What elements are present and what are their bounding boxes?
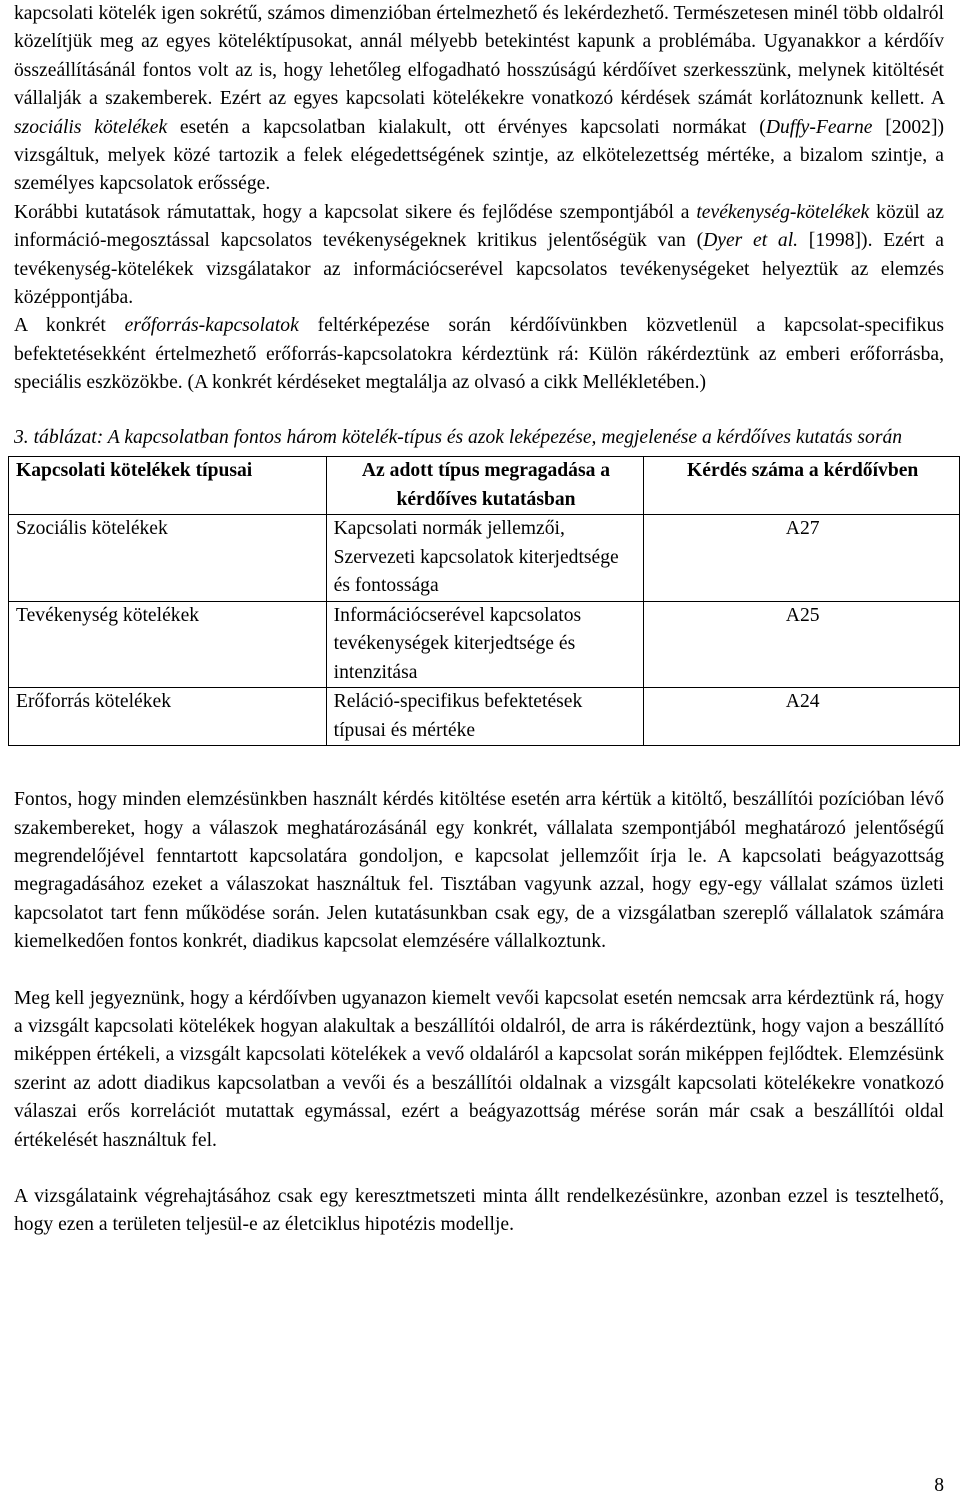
table-row — [9, 688, 960, 746]
cell-question-number: A27 — [644, 515, 960, 602]
cell-tie-type: Erőforrás kötelékek — [9, 688, 327, 746]
paragraph-intro-part-5: [2002]) vizsgáltuk, melyek közé tartozik a felek elégedettségének szintje, az elkötelezettség mértéke, a bizalom szintje, a személyes kapcsolatok erőssége. — [14, 116, 944, 195]
paragraph-respondents: Fontos, hogy minden elemzésünkben használt kérdés kitöltése esetén arra kértük a kitöltő, beszállítói pozícióban lévő szakembereket, hogy a válaszok meghatározásánál egy konkrét, vállalata szempontjából meghatározó jelentőségű megrendelőjével fenntartott kapcsolatára gondoljon, e kapcsolat jellemzőit írja le. A kapcsolati beágyazottság megragadásához ezeket a válaszokat használtuk fel. Tisztában vagyunk azzal, hogy egy-egy vállalat számos üzleti kapcsolatot tart fenn működése során. Jelen kutatásunkban csak egy, de a vizsgálatban szereplő vállalatok számára kiemelkedően fontos konkrét, diadikus kapcsolat elemzésére vállalkoztunk. — [14, 789, 944, 953]
paragraph-activity-ties — [14, 199, 944, 313]
cell-question-number: A24 — [644, 688, 960, 746]
paragraph-intro-part-2: Ugyanakkor a kérdőív összeállításánál fontos volt az is, hogy lehetőleg elfogadható hosszúságú kérdőívet szerkesszünk, melynek kitöltését vállalják a szakemberek. Ezért az egyes kapcsolati kötelékekre vonatkozó kérdések számát korlátoznunk kellett. — [14, 31, 944, 110]
term-activity-ties: tevékenység-kötelékek — [696, 201, 870, 223]
table-header-row — [9, 457, 960, 515]
paragraph-activity-part-2: közül az információ-megosztással kapcsolatos tevékenységeknek kritikus jelentőségük van ( — [14, 201, 944, 252]
cell-tie-type: Szociális kötelékek — [9, 515, 327, 602]
header-question-number: Kérdés száma a kérdőívben — [644, 457, 960, 515]
page-number: 8 — [934, 1475, 944, 1496]
paragraph-sample: A vizsgálataink végrehajtásához csak egy keresztmetszeti minta állt rendelkezésünkre, azonban ezzel is tesztelhető, hogy ezen a területen teljesül-e az életciklus hipotézis modellje. — [14, 1185, 944, 1236]
paragraph-resource-part-1: A konkrét — [14, 315, 125, 337]
paragraph-intro-part-3: A — [930, 88, 944, 110]
table-caption: 3. táblázat: A kapcsolatban fontos három kötelék-típus és azok leképezése, megjelenése a kérdőíves kutatás során — [14, 426, 903, 448]
header-tie-type: Kapcsolati kötelékek típusai — [9, 457, 327, 515]
cell-question-number: A25 — [644, 601, 960, 688]
ties-table — [8, 456, 960, 746]
paragraph-intro-part-4: esetén a kapcsolatban kialakult, ott érvényes kapcsolati normákat ( — [167, 116, 766, 138]
citation-author: Dyer et al. — [703, 230, 799, 252]
table-row — [9, 515, 960, 602]
cell-capture: Információcserével kapcsolatos tevékenységek kiterjedtsége és intenzitása — [326, 601, 644, 688]
paragraph-resource-ties — [14, 312, 944, 397]
cell-capture: Reláció-specifikus befektetések típusai és mértéke — [326, 688, 644, 746]
term-social-ties: szociális kötelékek — [14, 116, 168, 138]
header-capture: Az adott típus megragadása a kérdőíves kutatásban — [326, 457, 644, 515]
paragraph-dyadic: Meg kell jegyeznünk, hogy a kérdőívben ugyanazon kiemelt vevői kapcsolat esetén nemcsak arra kérdeztünk rá, hogy a vizsgált kapcsolati kötelékek hogyan alakultak a beszállítói oldalról, de arra is rákérdeztünk, hogy vajon a beszállító miképpen értékeli, a vizsgált kapcsolati kötelékek a vevő oldaláról a kapcsolat során miképpen fejlődtek. Elemzésünk szerint az adott diadikus kapcsolatban a vevői és a beszállítói oldalnak a vizsgált kapcsolati kötelékekre vonatkozó válaszai erős korrelációt mutattak egymással, ezért a beágyazottság mérése során már csak a beszállítói oldal értékelését használtuk fel. — [14, 987, 944, 1151]
term-resource-ties: erőforrás-kapcsolatok — [124, 315, 299, 337]
paragraph-activity-part-1: Korábbi kutatások rámutattak, hogy a kapcsolat sikere és fejlődése szempontjából a — [14, 201, 697, 223]
document-page — [14, 0, 944, 1240]
paragraph-intro — [14, 0, 944, 199]
cell-tie-type: Tevékenység kötelékek — [9, 601, 327, 688]
cell-capture: Kapcsolati normák jellemzői, Szervezeti kapcsolatok kiterjedtsége és fontossága — [326, 515, 644, 602]
paragraph-activity-part-3: [1998]). Ezért a tevékenység-kötelékek vizsgálatakor az információcserével kapcsolatos tevékenységeket helyeztük az elemzés középpontjába. — [14, 230, 944, 309]
table-row — [9, 601, 960, 688]
paragraph-intro-part-1: kapcsolati kötelék igen sokrétű, számos dimenzióban értelmezhető és lekérdezhető. Természetesen minél több oldalról közelítjük meg az egyes köteléktípusokat, annál mélyebb betekintést kapunk a problémába. — [14, 3, 944, 53]
paragraph-resource-part-2: feltérképezése során kérdőívünkben közvetlenül a kapcsolat-specifikus befektetésekként értelmezhető erőforrás-kapcsolatokra kérdeztünk rá: Külön rákérdeztünk az emberi erőforrásba, speciális eszközökbe. (A konkrét kérdéseket megtalálja az olvasó a cikk Mellékletében.) — [14, 315, 945, 394]
citation-author: Duffy-Fearne — [765, 116, 873, 138]
